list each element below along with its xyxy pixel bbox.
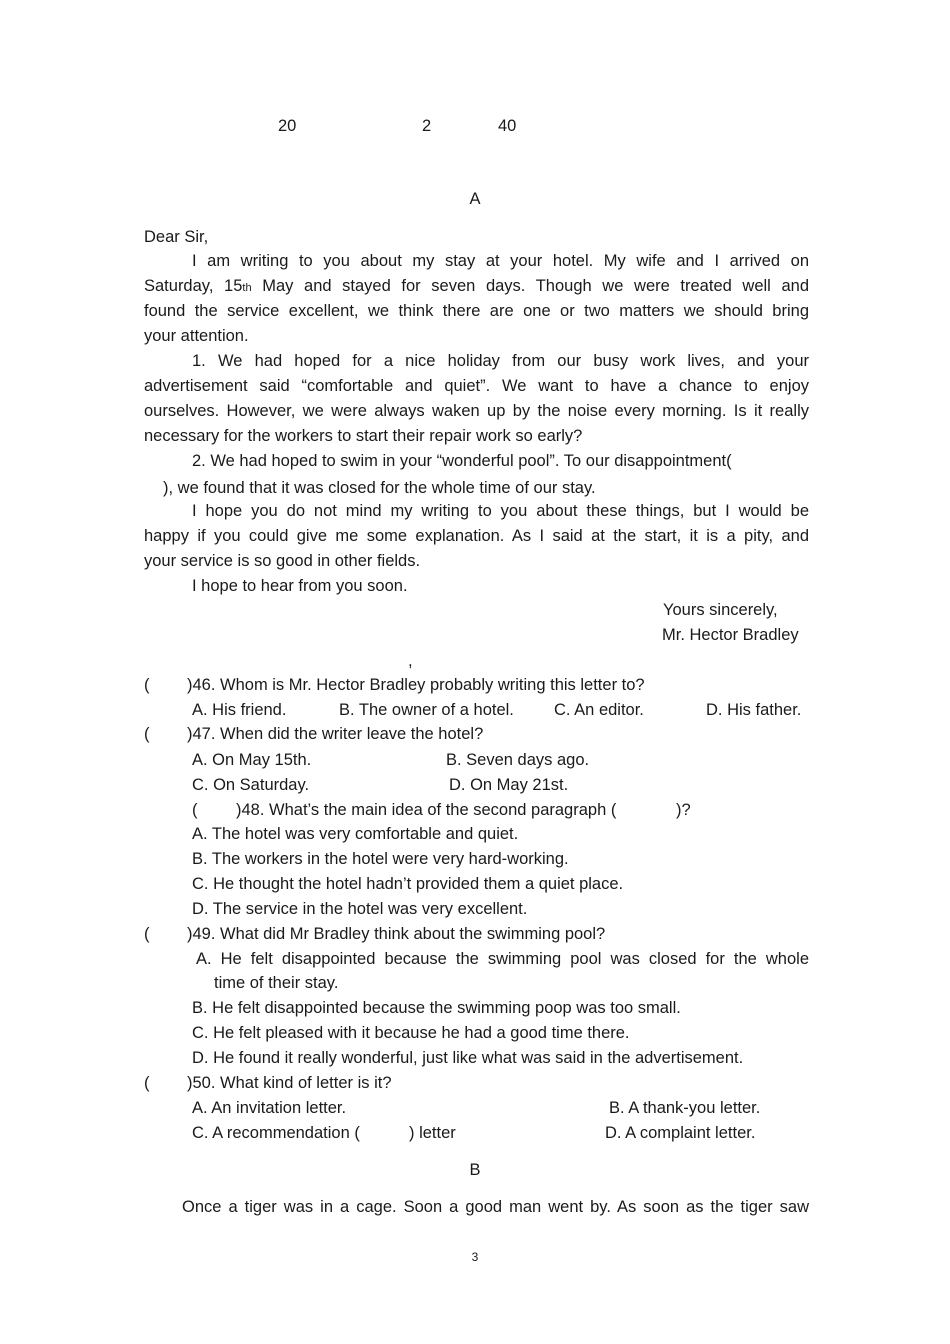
- letter-salutation: Dear Sir,: [144, 228, 209, 246]
- q49-paren: (: [144, 925, 150, 943]
- q49-option-d: D. He found it really wonderful, just like what was said in the advertisement.: [192, 1049, 744, 1067]
- header-number-1: 20: [278, 117, 297, 135]
- q48-option-c: C. He thought the hotel hadn’t provided them a quiet place.: [192, 875, 624, 893]
- letter-p2-line-1: 1. We had hoped for a nice holiday from our busy work lives, and your: [192, 352, 809, 370]
- section-b-heading: B: [469, 1161, 481, 1179]
- q50-option-c: C. A recommendation (: [192, 1124, 360, 1142]
- q47-option-a: A. On May 15th.: [192, 751, 312, 769]
- q50-option-c-end: ) letter: [409, 1124, 456, 1142]
- passage-b-line-1: Once a tiger was in a cage. Soon a good man went by. As soon as the tiger saw: [182, 1198, 809, 1216]
- q47-option-d: D. On May 21st.: [449, 776, 569, 794]
- letter-signature: Mr. Hector Bradley: [662, 626, 799, 644]
- q46-paren: (: [144, 676, 150, 694]
- letter-p2-line-2: advertisement said “comfortable and quiet”. We want to have a chance to enjoy: [144, 377, 809, 395]
- q49-option-a-line-1: A. He felt disappointed because the swimming pool was closed for the whole: [196, 950, 809, 968]
- section-a-heading: A: [469, 190, 481, 208]
- q46-option-b: B. The owner of a hotel.: [339, 701, 514, 719]
- q46-option-a: A. His friend.: [192, 701, 287, 719]
- letter-p4-line-3: your service is so good in other fields.: [144, 552, 421, 570]
- header-number-3: 40: [498, 117, 517, 135]
- letter-p5: I hope to hear from you soon.: [192, 577, 408, 595]
- letter-p3-line-1: 2. We had hoped to swim in your “wonderful pool”. To our disappointment(: [192, 452, 732, 470]
- letter-p1-line-3: found the service excellent, we think there are one or two matters we should bring: [144, 302, 809, 320]
- q50-option-b: B. A thank-you letter.: [609, 1099, 761, 1117]
- q49-option-a-line-2: time of their stay.: [214, 974, 339, 992]
- q46-stem: )46. Whom is Mr. Hector Bradley probably writing this letter to?: [187, 676, 645, 694]
- letter-p2-line-3: ourselves. However, we were always waken up by the noise every morning. Is it really: [144, 402, 809, 420]
- q50-paren: (: [144, 1074, 150, 1092]
- q48-option-b: B. The workers in the hotel were very hard-working.: [192, 850, 569, 868]
- q48-stem: )48. What’s the main idea of the second paragraph (: [236, 801, 617, 819]
- letter-closing: Yours sincerely,: [663, 601, 778, 619]
- q48-paren: (: [192, 801, 198, 819]
- q50-option-a: A. An invitation letter.: [192, 1099, 347, 1117]
- q47-stem: )47. When did the writer leave the hotel?: [187, 725, 484, 743]
- q48-option-d: D. The service in the hotel was very excellent.: [192, 900, 528, 918]
- q49-stem: )49. What did Mr Bradley think about the swimming pool?: [187, 925, 606, 943]
- page-number: 3: [471, 1250, 479, 1264]
- q47-option-c: C. On Saturday.: [192, 776, 310, 794]
- q48-option-a: A. The hotel was very comfortable and quiet.: [192, 825, 519, 843]
- q50-option-d: D. A complaint letter.: [605, 1124, 756, 1142]
- letter-p4-line-2: happy if you could give me some explanation. As I said at the start, it is a pity, and: [144, 527, 809, 545]
- letter-p4-line-1: I hope you do not mind my writing to you about these things, but I would be: [192, 502, 809, 520]
- letter-p3-line-2: ), we found that it was closed for the whole time of our stay.: [163, 479, 596, 497]
- q49-option-c: C. He felt pleased with it because he had a good time there.: [192, 1024, 630, 1042]
- header-number-2: 2: [422, 117, 432, 135]
- letter-p1-line-4: your attention.: [144, 327, 249, 345]
- letter-p1-line-1: I am writing to you about my stay at your hotel. My wife and I arrived on: [192, 252, 809, 270]
- letter-mark: ,: [408, 652, 413, 670]
- q50-stem: )50. What kind of letter is it?: [187, 1074, 392, 1092]
- q49-option-b: B. He felt disappointed because the swimming poop was too small.: [192, 999, 681, 1017]
- q46-option-d: D. His father.: [706, 701, 802, 719]
- q47-option-b: B. Seven days ago.: [446, 751, 590, 769]
- q47-paren: (: [144, 725, 150, 743]
- letter-p1-line-2: Saturday, 15th May and stayed for seven days. Though we were treated well and: [144, 277, 809, 295]
- q46-option-c: C. An editor.: [554, 701, 644, 719]
- letter-p2-line-4: necessary for the workers to start their repair work so early?: [144, 427, 583, 445]
- q48-stem-end: )?: [676, 801, 691, 819]
